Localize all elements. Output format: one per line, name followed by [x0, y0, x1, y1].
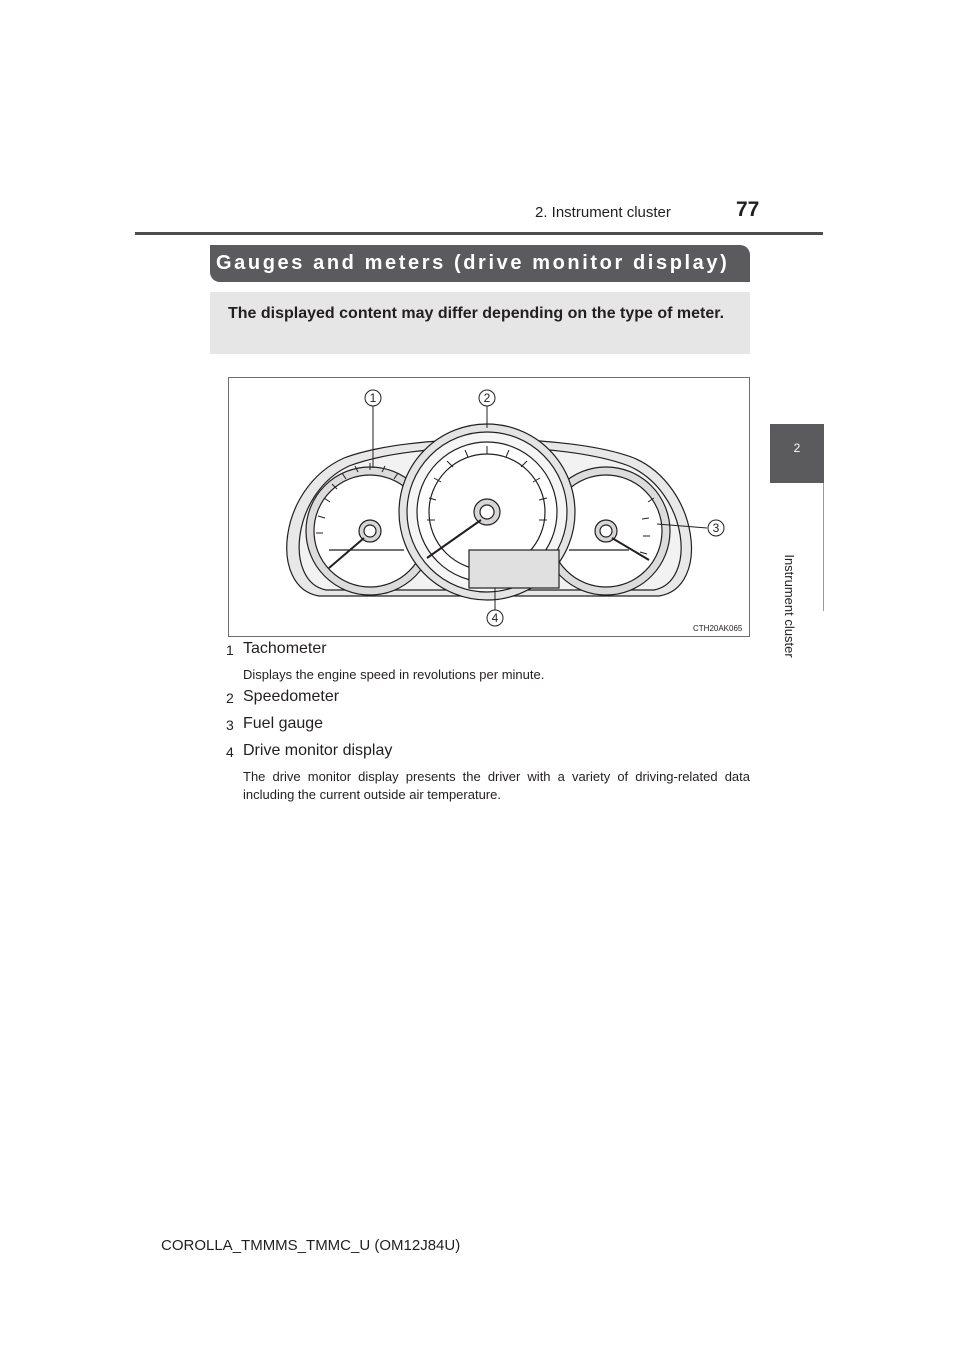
callout-2: 2: [483, 391, 491, 405]
item-description: Displays the engine speed in revolutions per minute.: [243, 667, 545, 682]
page-number: 77: [736, 198, 760, 221]
callout-3: 3: [712, 521, 720, 535]
chapter-tab-label: Instrument cluster: [782, 554, 797, 658]
item-description: The drive monitor display presents the driver with a variety of driving-related data including the current outside air temperature.: [243, 769, 750, 802]
item-number: 1: [226, 642, 234, 658]
item-label: Tachometer: [243, 640, 327, 657]
item-number: 4: [226, 744, 234, 760]
side-rule: [823, 483, 824, 611]
section-title: Gauges and meters (drive monitor display): [216, 252, 730, 274]
note-text: The displayed content may differ depending on the type of meter.: [228, 305, 725, 322]
instrument-cluster-illustration: [229, 378, 749, 636]
item-label: Fuel gauge: [243, 715, 324, 732]
figure-code: CTH20AK065: [693, 624, 743, 633]
callout-1: 1: [369, 391, 377, 405]
footer-document-id: COROLLA_TMMMS_TMMC_U (OM12J84U): [161, 1237, 461, 1254]
item-label: Drive monitor display: [243, 742, 393, 759]
drive-monitor-screen: [469, 550, 559, 588]
callout-4: 4: [491, 611, 499, 625]
running-header-section: 2. Instrument cluster: [535, 204, 671, 221]
item-number: 3: [226, 717, 234, 733]
item-label: Speedometer: [243, 688, 340, 705]
item-number: 2: [226, 690, 234, 706]
chapter-tab-number: 2: [793, 441, 801, 455]
header-rule: [135, 232, 823, 235]
